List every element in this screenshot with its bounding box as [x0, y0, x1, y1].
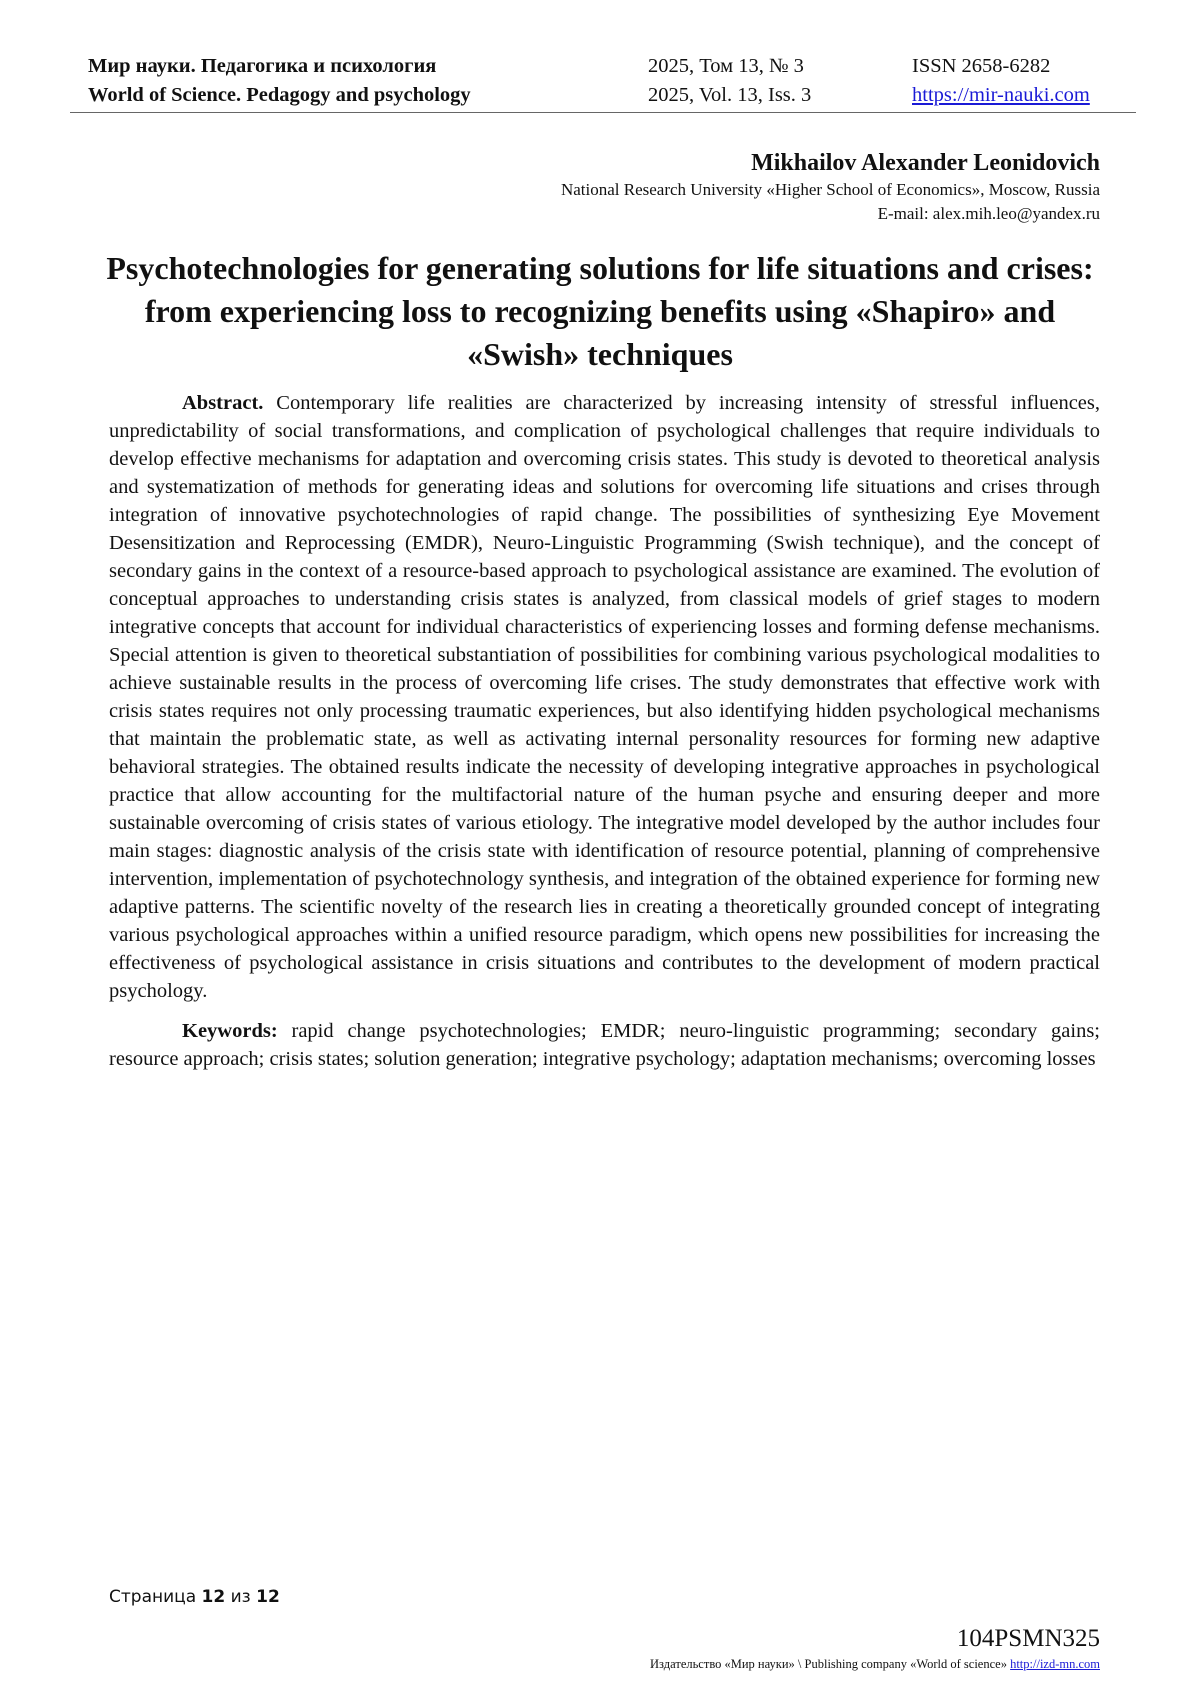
journal-names — [88, 52, 471, 110]
publisher-link[interactable]: http://izd-mn.com — [1010, 1657, 1100, 1671]
issue-en: 2025, Vol. 13, Iss. 3 — [648, 84, 812, 106]
abstract-label: Abstract. — [182, 392, 264, 414]
page-prefix: Страница — [109, 1587, 197, 1607]
keywords-label: Keywords: — [182, 1020, 278, 1042]
article-code: 104PSMN325 — [956, 1625, 1100, 1652]
abstract-paragraph — [109, 389, 1100, 1005]
issn-info — [912, 52, 1090, 110]
journal-name-ru: Мир науки. Педагогика и психология — [88, 55, 437, 77]
paper-title: Psychotechnologies for generating solutions for life situations and crises: from experiencing loss to recognizing benefits using «Shapiro» and «Swish» techniques — [106, 250, 1094, 372]
publisher-line — [650, 1656, 1100, 1672]
issue-ru: 2025, Том 13, № 3 — [648, 55, 804, 77]
keywords-text: rapid change psychotechnologies; EMDR; neuro-linguistic programming; secondary gains; resource approach; crisis states; solution generation; integrative psychology; adaptation mechanisms; overcoming losses — [109, 1020, 1100, 1070]
journal-site-link[interactable]: https://mir-nauki.com — [912, 84, 1090, 106]
page-number — [109, 1587, 280, 1607]
abstract-text: Contemporary life realities are characterized by increasing intensity of stressful influences, unpredictability of social transformations, and complication of psychological challenges that require individuals to develop effective mechanisms for adaptation and overcoming crisis states. This study is devoted to theoretical analysis and systematization of methods for generating ideas and solutions for overcoming life situations and crises through integration of innovative psychotechnologies of rapid change. The possibilities of synthesizing Eye Movement Desensitization and Reprocessing (EMDR), Neuro-Linguistic Programming (Swish technique), and the concept of secondary gains in the context of a resource-based approach to psychological assistance are examined. The evolution of conceptual approaches to understanding crisis states is analyzed, from classical models of grief stages to modern integrative concepts that account for individual characteristics of experiencing losses and forming defense mechanisms. Special attention is given to theoretical substantiation of possibilities for combining various psychological modalities to achieve sustainable results in the process of overcoming life crises. The study demonstrates that effective work with crisis states requires not only processing traumatic experiences, but also identifying hidden psychological mechanisms that maintain the problematic state, as well as activating internal personality resources for forming new adaptive behavioral strategies. The obtained results indicate the necessity of developing integrative approaches in psychological practice that allow accounting for the multifactorial nature of the human psyche and ensuring deeper and more sustainable overcoming of crisis states of various etiology. The integrative model developed by the author includes four main stages: diagnostic analysis of the crisis state with identification of resource potential, planning of comprehensive intervention, implementation of psychotechnology synthesis, and integration of the obtained experience for forming new adaptive patterns. The scientific novelty of the research lies in creating a theoretically grounded concept of integrating various psychological approaches within a unified resource paradigm, which opens new possibilities for increasing the effectiveness of psychological assistance in crisis situations and contributes to the development of modern practical psychology. — [109, 392, 1101, 1002]
author-name: Mikhailov Alexander Leonidovich — [751, 150, 1100, 176]
journal-name-en: World of Science. Pedagogy and psychology — [88, 84, 471, 106]
header-divider — [70, 112, 1136, 113]
issn: ISSN 2658-6282 — [912, 55, 1051, 77]
page-sep: из — [230, 1587, 251, 1607]
paper-body — [109, 389, 1100, 1073]
keywords-paragraph — [109, 1017, 1100, 1073]
page-total: 12 — [256, 1587, 280, 1607]
author-affiliation: National Research University «Higher School of Economics», Moscow, Russia — [560, 180, 1100, 199]
author-email: E-mail: alex.mih.leo@yandex.ru — [877, 204, 1100, 223]
publisher-text: Издательство «Мир науки» \ Publishing company «World of science» — [650, 1657, 1007, 1671]
author-block — [200, 148, 1100, 226]
issue-info — [648, 52, 811, 110]
page-current: 12 — [201, 1587, 226, 1607]
